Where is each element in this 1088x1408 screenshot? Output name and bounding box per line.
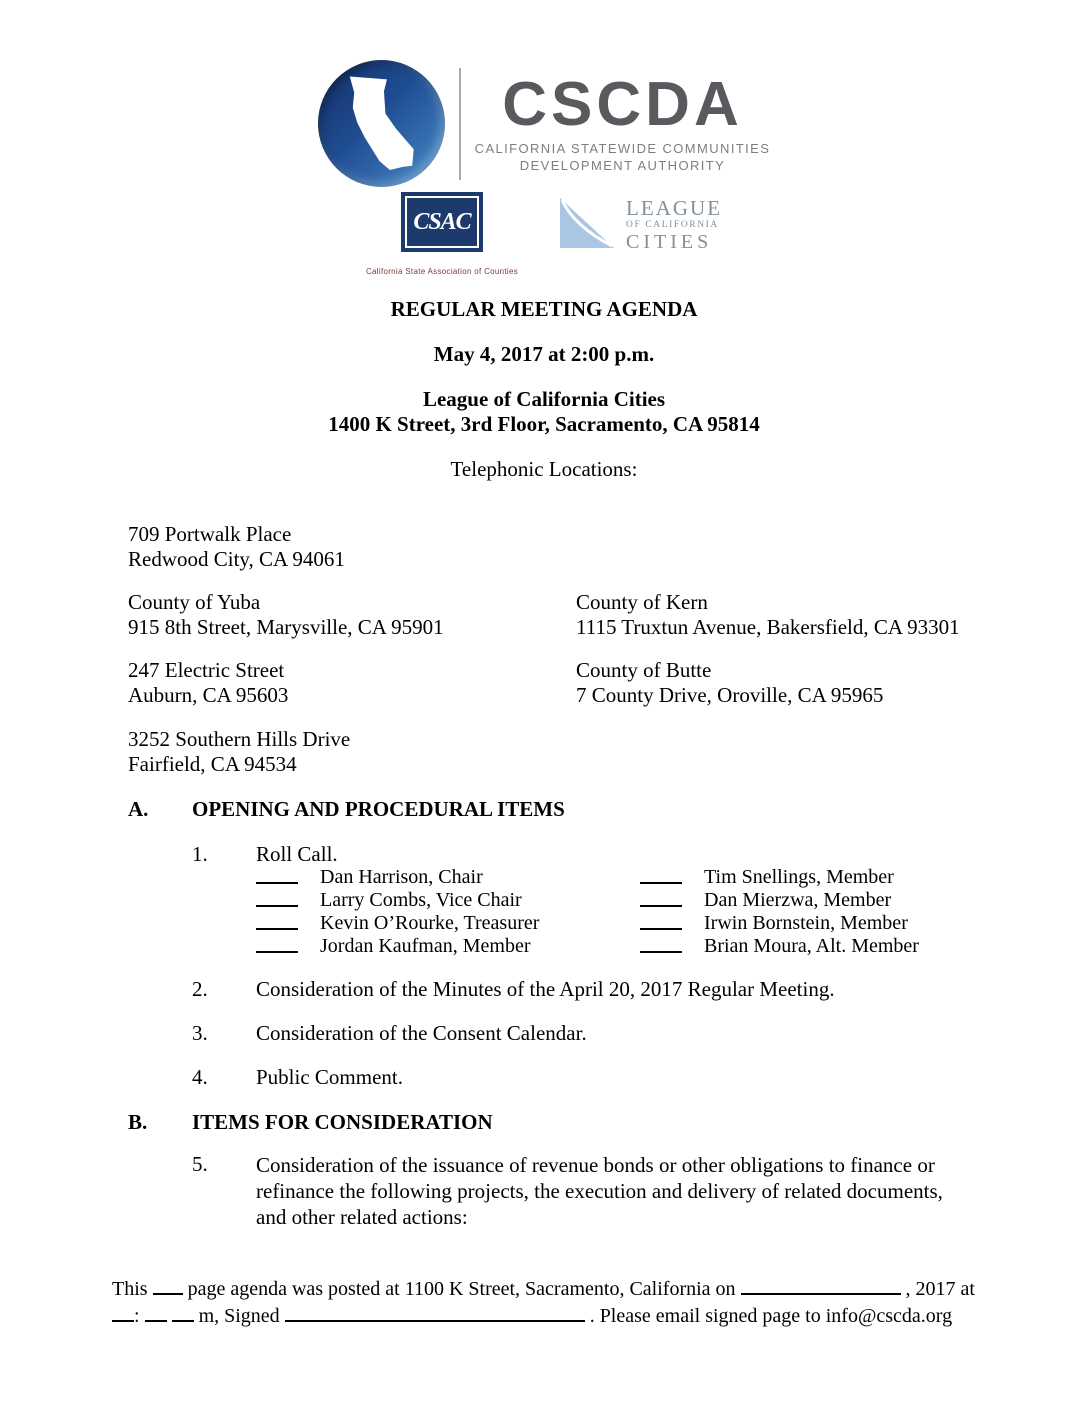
location-line: County of Butte [576, 658, 712, 682]
footer-text: m, Signed [198, 1305, 280, 1327]
roll-call-list [256, 866, 919, 958]
minute-blank [145, 1304, 167, 1322]
roll-call-name: Dan Harrison, Chair [320, 866, 483, 888]
agenda-item-4 [192, 1065, 976, 1090]
agenda-item-2 [192, 977, 976, 1002]
location-line: Redwood City, CA 94061 [128, 547, 345, 571]
telephonic-location [576, 590, 960, 640]
cscda-subtitle-line1: CALIFORNIA STATEWIDE COMMUNITIES [474, 140, 771, 156]
telephonic-location [128, 590, 576, 640]
agenda-item-5 [192, 1152, 976, 1230]
footer-text: This [112, 1278, 148, 1300]
telephonic-location-row [128, 590, 960, 640]
logo-divider [459, 68, 461, 180]
item-text: Consideration of the Minutes of the April 20, 2017 Regular Meeting. [256, 977, 835, 1001]
telephonic-location [576, 658, 960, 708]
cscda-wordmark: CSCDA [502, 69, 743, 139]
location-line: 1115 Truxtun Avenue, Bakersfield, CA 93301 [576, 615, 960, 639]
telephonic-location [128, 658, 576, 708]
section-letter: A. [128, 797, 149, 821]
meeting-datetime: May 4, 2017 at 2:00 p.m. [433, 342, 655, 366]
league-line3: CITIES [626, 230, 713, 253]
signature-blank [285, 1304, 585, 1322]
hour-blank [112, 1304, 134, 1322]
footer-text: : [134, 1305, 140, 1327]
location-line: County of Kern [576, 590, 708, 614]
roll-call-blank [640, 866, 704, 889]
league-line2: OF CALIFORNIA [626, 219, 719, 230]
section-heading-b [128, 1110, 960, 1135]
agenda-item-3 [192, 1021, 976, 1046]
roll-call-blank [256, 889, 320, 912]
location-line: 247 Electric Street [128, 658, 285, 682]
partner-logos [0, 192, 1088, 284]
item-text: Consideration of the Consent Calendar. [256, 1021, 587, 1045]
item-number: 4. [192, 1065, 208, 1089]
roll-call-name: Dan Mierzwa, Member [704, 889, 892, 911]
telephonic-location-row [128, 658, 960, 708]
section-letter: B. [128, 1110, 148, 1134]
roll-call-blank [256, 912, 320, 935]
venue-address: 1400 K Street, 3rd Floor, Sacramento, CA 95814 [328, 412, 760, 436]
california-state-icon [335, 72, 427, 176]
agenda-item-1 [192, 842, 976, 867]
item-number: 5. [192, 1152, 208, 1176]
roll-call-name: Kevin O’Rourke, Treasurer [320, 912, 540, 934]
roll-call-blank [256, 866, 320, 889]
item-number: 2. [192, 977, 208, 1001]
footer-text: . Please email signed page to info@cscda.org [589, 1305, 953, 1327]
location-line: 3252 Southern Hills Drive [128, 727, 351, 751]
posting-statement-line2 [112, 1303, 1088, 1330]
csac-logo [366, 192, 518, 284]
telephonic-location [128, 727, 350, 777]
telephonic-location [128, 522, 345, 572]
date-blank [741, 1277, 901, 1295]
league-logo [558, 196, 722, 254]
location-line: 915 8th Street, Marysville, CA 95901 [128, 615, 444, 639]
venue-name: League of California Cities [422, 387, 666, 411]
footer-text: page agenda was posted at 1100 K Street, Sacramento, California on [187, 1278, 736, 1300]
meeting-title: REGULAR MEETING AGENDA [390, 297, 698, 321]
posting-statement-line1 [112, 1276, 1088, 1303]
section-title: ITEMS FOR CONSIDERATION [192, 1110, 493, 1134]
venue-block [0, 387, 1088, 437]
roll-call-blank [256, 935, 320, 958]
ampm-blank [172, 1304, 194, 1322]
league-swoosh-icon [558, 196, 618, 254]
item-text: Public Comment. [256, 1065, 403, 1089]
item-text: Consideration of the issuance of revenue bonds or other obligations to finance or refinance the following projects, the execution and delivery of related documents, and other related actions: [256, 1153, 943, 1229]
location-line: 7 County Drive, Oroville, CA 95965 [576, 683, 884, 707]
section-title: OPENING AND PROCEDURAL ITEMS [192, 797, 565, 821]
location-line: 709 Portwalk Place [128, 522, 292, 546]
section-heading-a [128, 797, 960, 822]
item-text: Roll Call. [256, 842, 338, 866]
california-globe-icon [318, 60, 445, 187]
footer-text: , 2017 at [905, 1278, 975, 1300]
league-line1: LEAGUE [626, 195, 723, 220]
roll-call-name: Brian Moura, Alt. Member [704, 935, 919, 957]
roll-call-blank [640, 889, 704, 912]
roll-call-name: Larry Combs, Vice Chair [320, 889, 522, 911]
cscda-subtitle-line2: DEVELOPMENT AUTHORITY [519, 157, 726, 173]
location-line: County of Yuba [128, 590, 261, 614]
roll-call-blank [640, 935, 704, 958]
location-line: Auburn, CA 95603 [128, 683, 289, 707]
roll-call-name: Jordan Kaufman, Member [320, 935, 531, 957]
posting-statement [112, 1276, 1088, 1330]
item-number: 1. [192, 842, 208, 866]
roll-call-blank [640, 912, 704, 935]
csac-acronym: CSAC [413, 208, 471, 235]
roll-call-name: Irwin Bornstein, Member [704, 912, 908, 934]
cscda-logo [0, 60, 1088, 187]
csac-caption: California State Association of Counties [365, 267, 519, 276]
telephonic-label: Telephonic Locations: [450, 457, 638, 481]
roll-call-name: Tim Snellings, Member [704, 866, 894, 888]
location-line: Fairfield, CA 94534 [128, 752, 297, 776]
item-number: 3. [192, 1021, 208, 1045]
page-count-blank [153, 1277, 183, 1295]
csac-box-icon [405, 196, 479, 248]
